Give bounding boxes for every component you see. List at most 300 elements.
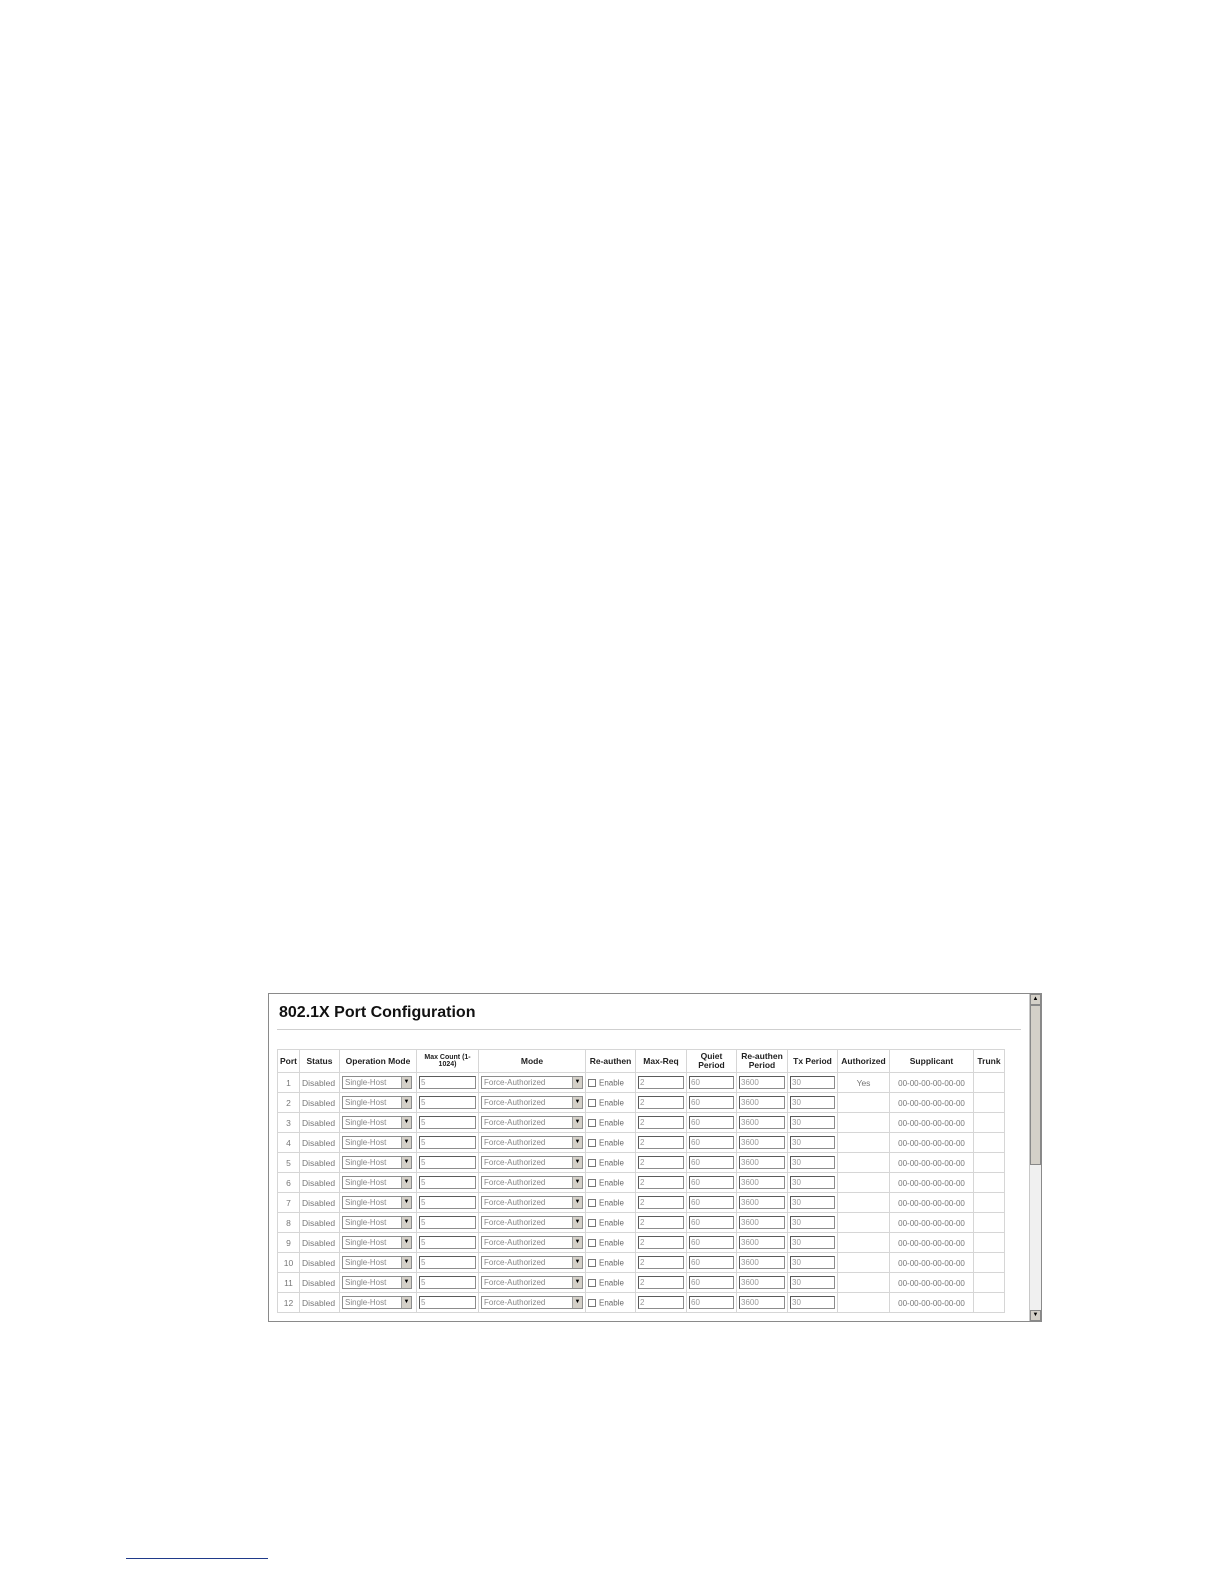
reauthen-enable-label: Enable: [599, 1138, 624, 1148]
port-cell: [278, 1253, 300, 1273]
reauthen-period-cell: [737, 1273, 788, 1293]
table-row: [278, 1173, 1005, 1193]
authorized-cell: [838, 1173, 890, 1193]
supplicant-cell: [890, 1253, 974, 1273]
chevron-down-icon[interactable]: ▼: [401, 1257, 411, 1268]
operation-mode-value: Single-Host: [345, 1138, 387, 1147]
max-req-cell: [636, 1293, 687, 1313]
chevron-down-icon[interactable]: ▼: [401, 1297, 411, 1308]
table-row: [278, 1273, 1005, 1293]
max-count-input[interactable]: 5: [419, 1276, 476, 1289]
mode-cell: [479, 1173, 586, 1193]
reauthen-checkbox[interactable]: [588, 1299, 596, 1307]
tx-period-input[interactable]: 30: [790, 1216, 835, 1229]
trunk-cell: [974, 1173, 1005, 1193]
chevron-down-icon[interactable]: ▼: [572, 1197, 582, 1208]
quiet-period-cell: [687, 1113, 737, 1133]
tx-period-cell: [788, 1113, 838, 1133]
reauthen-period-input[interactable]: 3600: [739, 1196, 785, 1209]
mode-value: Force-Authorized: [484, 1138, 546, 1147]
max-count-input[interactable]: 5: [419, 1196, 476, 1209]
supplicant-cell: [890, 1293, 974, 1313]
col-header-authorized: Authorized: [838, 1050, 890, 1073]
operation-mode-select[interactable]: [342, 1296, 412, 1309]
quiet-period-cell: [687, 1153, 737, 1173]
table-row: [278, 1093, 1005, 1113]
table-body: [278, 1073, 1005, 1313]
operation-mode-value: Single-Host: [345, 1178, 387, 1187]
supplicant-mac: 00-00-00-00-00-00: [898, 1118, 965, 1128]
table-row: [278, 1113, 1005, 1133]
max-count-cell: [417, 1093, 479, 1113]
operation-mode-cell: [340, 1293, 417, 1313]
reauthen-checkbox[interactable]: [588, 1279, 596, 1287]
status-cell: [300, 1133, 340, 1153]
tx-period-input[interactable]: 30: [790, 1156, 835, 1169]
mode-select[interactable]: [481, 1156, 583, 1169]
max-count-input[interactable]: 5: [419, 1256, 476, 1269]
reauthen-checkbox[interactable]: [588, 1119, 596, 1127]
mode-value: Force-Authorized: [484, 1158, 546, 1167]
operation-mode-cell: [340, 1133, 417, 1153]
reauthen-checkbox[interactable]: [588, 1239, 596, 1247]
reauthen-enable-label: Enable: [599, 1158, 624, 1168]
max-req-input[interactable]: 2: [638, 1116, 684, 1129]
chevron-down-icon[interactable]: ▼: [401, 1117, 411, 1128]
operation-mode-cell: [340, 1253, 417, 1273]
quiet-period-cell: [687, 1073, 737, 1093]
table-row: [278, 1253, 1005, 1273]
max-count-input[interactable]: 5: [419, 1236, 476, 1249]
supplicant-cell: [890, 1133, 974, 1153]
chevron-down-icon[interactable]: ▼: [401, 1237, 411, 1248]
mode-cell: [479, 1293, 586, 1313]
operation-mode-cell: [340, 1073, 417, 1093]
max-req-input[interactable]: 2: [638, 1216, 684, 1229]
chevron-down-icon[interactable]: ▼: [572, 1117, 582, 1128]
quiet-period-input[interactable]: 60: [689, 1216, 734, 1229]
chevron-down-icon[interactable]: ▼: [401, 1217, 411, 1228]
port-cell: [278, 1273, 300, 1293]
trunk-cell: [974, 1293, 1005, 1313]
supplicant-mac: 00-00-00-00-00-00: [898, 1278, 965, 1288]
mode-select[interactable]: [481, 1276, 583, 1289]
reauthen-enable-label: Enable: [599, 1118, 624, 1128]
quiet-period-cell: [687, 1293, 737, 1313]
tx-period-cell: [788, 1213, 838, 1233]
reauthen-period-input[interactable]: 3600: [739, 1076, 785, 1089]
mode-select[interactable]: [481, 1256, 583, 1269]
authorized-cell: [838, 1113, 890, 1133]
reauthen-period-cell: [737, 1173, 788, 1193]
operation-mode-cell: [340, 1193, 417, 1213]
reauthen-cell: [586, 1093, 636, 1113]
trunk-cell: [974, 1273, 1005, 1293]
reauthen-period-cell: [737, 1133, 788, 1153]
mode-cell: [479, 1113, 586, 1133]
trunk-cell: [974, 1093, 1005, 1113]
reauthen-period-input[interactable]: 3600: [739, 1116, 785, 1129]
reauthen-cell: [586, 1293, 636, 1313]
quiet-period-input[interactable]: 60: [689, 1076, 734, 1089]
port-number: 6: [286, 1177, 291, 1188]
tx-period-cell: [788, 1153, 838, 1173]
port-cell: [278, 1113, 300, 1133]
operation-mode-cell: [340, 1093, 417, 1113]
port-number: 12: [283, 1297, 294, 1308]
operation-mode-select[interactable]: [342, 1116, 412, 1129]
operation-mode-select[interactable]: [342, 1076, 412, 1089]
quiet-period-input[interactable]: 60: [689, 1156, 734, 1169]
reauthen-checkbox[interactable]: [588, 1219, 596, 1227]
reauthen-checkbox[interactable]: [588, 1179, 596, 1187]
supplicant-mac: 00-00-00-00-00-00: [898, 1258, 965, 1268]
reauthen-checkbox[interactable]: [588, 1139, 596, 1147]
authorized-cell: [838, 1293, 890, 1313]
port-cell: [278, 1073, 300, 1093]
reauthen-period-input[interactable]: 3600: [739, 1236, 785, 1249]
reauthen-period-cell: [737, 1153, 788, 1173]
operation-mode-cell: [340, 1213, 417, 1233]
reauthen-period-cell: [737, 1093, 788, 1113]
supplicant-mac: 00-00-00-00-00-00: [898, 1238, 965, 1248]
max-count-cell: [417, 1073, 479, 1093]
max-count-cell: [417, 1113, 479, 1133]
reauthen-enable-label: Enable: [599, 1258, 624, 1268]
status-text: Disabled: [302, 1297, 336, 1308]
max-count-input[interactable]: 5: [419, 1116, 476, 1129]
mode-cell: [479, 1193, 586, 1213]
max-count-cell: [417, 1273, 479, 1293]
reauthen-enable-label: Enable: [599, 1178, 624, 1188]
status-text: Disabled: [302, 1117, 336, 1128]
quiet-period-input[interactable]: 60: [689, 1236, 734, 1249]
chevron-down-icon[interactable]: ▼: [572, 1297, 582, 1308]
max-req-input[interactable]: 2: [638, 1276, 684, 1289]
reauthen-period-cell: [737, 1213, 788, 1233]
quiet-period-input[interactable]: 60: [689, 1296, 734, 1309]
reauthen-enable-label: Enable: [599, 1098, 624, 1108]
chevron-down-icon[interactable]: ▼: [572, 1097, 582, 1108]
port-cell: [278, 1133, 300, 1153]
max-count-cell: [417, 1133, 479, 1153]
quiet-period-input[interactable]: 60: [689, 1276, 734, 1289]
reauthen-period-input[interactable]: 3600: [739, 1156, 785, 1169]
vertical-scrollbar[interactable]: [1029, 994, 1041, 1321]
quiet-period-input[interactable]: 60: [689, 1096, 734, 1109]
operation-mode-select[interactable]: [342, 1276, 412, 1289]
mode-select[interactable]: [481, 1076, 583, 1089]
tx-period-input[interactable]: 30: [790, 1276, 835, 1289]
operation-mode-select[interactable]: [342, 1156, 412, 1169]
status-text: Disabled: [302, 1277, 336, 1288]
authorized-cell: [838, 1153, 890, 1173]
reauthen-period-input[interactable]: 3600: [739, 1136, 785, 1149]
reauthen-period-input[interactable]: 3600: [739, 1176, 785, 1189]
reauthen-checkbox[interactable]: [588, 1259, 596, 1267]
status-cell: [300, 1233, 340, 1253]
mode-select[interactable]: [481, 1176, 583, 1189]
tx-period-input[interactable]: 30: [790, 1196, 835, 1209]
max-count-cell: [417, 1193, 479, 1213]
chevron-down-icon[interactable]: ▼: [572, 1157, 582, 1168]
max-count-cell: [417, 1293, 479, 1313]
table-row: [278, 1213, 1005, 1233]
max-count-input[interactable]: 5: [419, 1076, 476, 1089]
max-req-cell: [636, 1093, 687, 1113]
max-req-input[interactable]: 2: [638, 1096, 684, 1109]
quiet-period-input[interactable]: 60: [689, 1176, 734, 1189]
status-cell: [300, 1073, 340, 1093]
status-cell: [300, 1293, 340, 1313]
mode-value: Force-Authorized: [484, 1298, 546, 1307]
status-cell: [300, 1253, 340, 1273]
status-cell: [300, 1113, 340, 1133]
mode-select[interactable]: [481, 1196, 583, 1209]
reauthen-cell: [586, 1253, 636, 1273]
reauthen-enable-label: Enable: [599, 1278, 624, 1288]
quiet-period-cell: [687, 1253, 737, 1273]
operation-mode-cell: [340, 1113, 417, 1133]
col-header-max-count: Max Count (1-1024): [417, 1050, 479, 1073]
chevron-down-icon[interactable]: ▼: [401, 1177, 411, 1188]
tx-period-cell: [788, 1273, 838, 1293]
table-header-row: [278, 1050, 1005, 1073]
supplicant-cell: [890, 1073, 974, 1093]
scroll-down-arrow-icon[interactable]: ▼: [1030, 1310, 1041, 1321]
tx-period-cell: [788, 1233, 838, 1253]
chevron-down-icon[interactable]: ▼: [572, 1137, 582, 1148]
col-header-reauthen: Re-authen: [586, 1050, 636, 1073]
tx-period-input[interactable]: 30: [790, 1176, 835, 1189]
mode-select[interactable]: [481, 1136, 583, 1149]
chevron-down-icon[interactable]: ▼: [572, 1077, 582, 1088]
max-req-cell: [636, 1133, 687, 1153]
table-row: [278, 1233, 1005, 1253]
max-req-input[interactable]: 2: [638, 1196, 684, 1209]
operation-mode-value: Single-Host: [345, 1238, 387, 1247]
authorized-cell: [838, 1073, 890, 1093]
chevron-down-icon[interactable]: ▼: [401, 1197, 411, 1208]
supplicant-cell: [890, 1113, 974, 1133]
supplicant-mac: 00-00-00-00-00-00: [898, 1138, 965, 1148]
supplicant-cell: [890, 1093, 974, 1113]
mode-value: Force-Authorized: [484, 1118, 546, 1127]
status-cell: [300, 1193, 340, 1213]
reauthen-checkbox[interactable]: [588, 1099, 596, 1107]
port-cell: [278, 1173, 300, 1193]
reauthen-cell: [586, 1073, 636, 1093]
operation-mode-value: Single-Host: [345, 1158, 387, 1167]
mode-cell: [479, 1133, 586, 1153]
max-req-input[interactable]: 2: [638, 1296, 684, 1309]
supplicant-cell: [890, 1273, 974, 1293]
quiet-period-cell: [687, 1173, 737, 1193]
operation-mode-select[interactable]: [342, 1176, 412, 1189]
chevron-down-icon[interactable]: ▼: [572, 1237, 582, 1248]
tx-period-cell: [788, 1293, 838, 1313]
chevron-down-icon[interactable]: ▼: [572, 1177, 582, 1188]
quiet-period-input[interactable]: 60: [689, 1116, 734, 1129]
mode-cell: [479, 1273, 586, 1293]
panel-content: [269, 994, 1029, 1321]
status-text: Disabled: [302, 1077, 336, 1088]
reauthen-period-input[interactable]: 3600: [739, 1096, 785, 1109]
trunk-cell: [974, 1073, 1005, 1093]
max-req-input[interactable]: 2: [638, 1256, 684, 1269]
col-header-mode: Mode: [479, 1050, 586, 1073]
mode-value: Force-Authorized: [484, 1238, 546, 1247]
max-count-input[interactable]: 5: [419, 1096, 476, 1109]
max-req-cell: [636, 1073, 687, 1093]
tx-period-input[interactable]: 30: [790, 1296, 835, 1309]
col-header-max-req: Max-Req: [636, 1050, 687, 1073]
max-count-cell: [417, 1153, 479, 1173]
status-text: Disabled: [302, 1257, 336, 1268]
reauthen-period-input[interactable]: 3600: [739, 1216, 785, 1229]
max-req-cell: [636, 1253, 687, 1273]
reauthen-checkbox[interactable]: [588, 1159, 596, 1167]
max-req-input[interactable]: 2: [638, 1176, 684, 1189]
chevron-down-icon[interactable]: ▼: [401, 1097, 411, 1108]
reauthen-enable-label: Enable: [599, 1298, 624, 1308]
table-row: [278, 1193, 1005, 1213]
max-req-input[interactable]: 2: [638, 1236, 684, 1249]
chevron-down-icon[interactable]: ▼: [401, 1137, 411, 1148]
quiet-period-cell: [687, 1093, 737, 1113]
mode-cell: [479, 1153, 586, 1173]
mode-select[interactable]: [481, 1236, 583, 1249]
max-count-cell: [417, 1173, 479, 1193]
mode-value: Force-Authorized: [484, 1078, 546, 1087]
max-count-input[interactable]: 5: [419, 1216, 476, 1229]
operation-mode-value: Single-Host: [345, 1278, 387, 1287]
max-req-input[interactable]: 2: [638, 1136, 684, 1149]
col-header-status: Status: [300, 1050, 340, 1073]
reauthen-cell: [586, 1273, 636, 1293]
reauthen-period-cell: [737, 1113, 788, 1133]
reauthen-period-input[interactable]: 3600: [739, 1296, 785, 1309]
tx-period-input[interactable]: 30: [790, 1116, 835, 1129]
table-row: [278, 1153, 1005, 1173]
table-row: [278, 1073, 1005, 1093]
max-req-input[interactable]: 2: [638, 1076, 684, 1089]
port-number: 2: [286, 1097, 291, 1108]
max-count-cell: [417, 1233, 479, 1253]
mode-select[interactable]: [481, 1296, 583, 1309]
max-count-input[interactable]: 5: [419, 1176, 476, 1189]
max-count-input[interactable]: 5: [419, 1136, 476, 1149]
port-cell: [278, 1093, 300, 1113]
chevron-down-icon[interactable]: ▼: [401, 1277, 411, 1288]
chevron-down-icon[interactable]: ▼: [401, 1157, 411, 1168]
status-text: Disabled: [302, 1197, 336, 1208]
reauthen-enable-label: Enable: [599, 1218, 624, 1228]
operation-mode-value: Single-Host: [345, 1218, 387, 1227]
mode-value: Force-Authorized: [484, 1278, 546, 1287]
max-req-cell: [636, 1273, 687, 1293]
scroll-up-arrow-icon[interactable]: ▲: [1030, 994, 1041, 1005]
mode-value: Force-Authorized: [484, 1098, 546, 1107]
reauthen-period-input[interactable]: 3600: [739, 1256, 785, 1269]
operation-mode-select[interactable]: [342, 1196, 412, 1209]
mode-select[interactable]: [481, 1096, 583, 1109]
quiet-period-cell: [687, 1133, 737, 1153]
operation-mode-select[interactable]: [342, 1096, 412, 1109]
trunk-cell: [974, 1233, 1005, 1253]
authorized-value: Yes: [856, 1077, 871, 1088]
mode-cell: [479, 1093, 586, 1113]
status-text: Disabled: [302, 1097, 336, 1108]
col-header-supplicant: Supplicant: [890, 1050, 974, 1073]
operation-mode-select[interactable]: [342, 1236, 412, 1249]
authorized-cell: [838, 1133, 890, 1153]
mode-value: Force-Authorized: [484, 1218, 546, 1227]
trunk-cell: [974, 1113, 1005, 1133]
mode-select[interactable]: [481, 1216, 583, 1229]
max-req-cell: [636, 1153, 687, 1173]
mode-select[interactable]: [481, 1116, 583, 1129]
reauthen-period-cell: [737, 1193, 788, 1213]
port-number: 9: [286, 1237, 291, 1248]
supplicant-mac: 00-00-00-00-00-00: [898, 1158, 965, 1168]
operation-mode-cell: [340, 1233, 417, 1253]
tx-period-input[interactable]: 30: [790, 1236, 835, 1249]
quiet-period-cell: [687, 1273, 737, 1293]
quiet-period-cell: [687, 1213, 737, 1233]
port-cell: [278, 1233, 300, 1253]
operation-mode-select[interactable]: [342, 1136, 412, 1149]
max-req-input[interactable]: 2: [638, 1156, 684, 1169]
supplicant-cell: [890, 1173, 974, 1193]
status-text: Disabled: [302, 1237, 336, 1248]
chevron-down-icon[interactable]: ▼: [572, 1277, 582, 1288]
chevron-down-icon[interactable]: ▼: [572, 1217, 582, 1228]
max-count-input[interactable]: 5: [419, 1296, 476, 1309]
tx-period-input[interactable]: 30: [790, 1136, 835, 1149]
reauthen-period-input[interactable]: 3600: [739, 1276, 785, 1289]
mode-cell: [479, 1073, 586, 1093]
max-req-cell: [636, 1113, 687, 1133]
quiet-period-input[interactable]: 60: [689, 1196, 734, 1209]
reauthen-checkbox[interactable]: [588, 1199, 596, 1207]
max-count-input[interactable]: 5: [419, 1156, 476, 1169]
operation-mode-value: Single-Host: [345, 1118, 387, 1127]
reauthen-checkbox[interactable]: [588, 1079, 596, 1087]
chevron-down-icon[interactable]: ▼: [572, 1257, 582, 1268]
page-title: 802.1X Port Configuration: [279, 1004, 476, 1021]
chevron-down-icon[interactable]: ▼: [401, 1077, 411, 1088]
scroll-thumb[interactable]: [1030, 1005, 1041, 1165]
authorized-cell: [838, 1093, 890, 1113]
port-cell: [278, 1193, 300, 1213]
trunk-cell: [974, 1193, 1005, 1213]
tx-period-input[interactable]: 30: [790, 1256, 835, 1269]
max-req-cell: [636, 1213, 687, 1233]
tx-period-input[interactable]: 30: [790, 1096, 835, 1109]
tx-period-input[interactable]: 30: [790, 1076, 835, 1089]
operation-mode-select[interactable]: [342, 1256, 412, 1269]
reauthen-period-cell: [737, 1253, 788, 1273]
port-cell: [278, 1213, 300, 1233]
operation-mode-select[interactable]: [342, 1216, 412, 1229]
authorized-cell: [838, 1193, 890, 1213]
status-cell: [300, 1213, 340, 1233]
col-header-port: Port: [278, 1050, 300, 1073]
quiet-period-input[interactable]: 60: [689, 1256, 734, 1269]
quiet-period-input[interactable]: 60: [689, 1136, 734, 1149]
col-header-operation-mode: Operation Mode: [340, 1050, 417, 1073]
